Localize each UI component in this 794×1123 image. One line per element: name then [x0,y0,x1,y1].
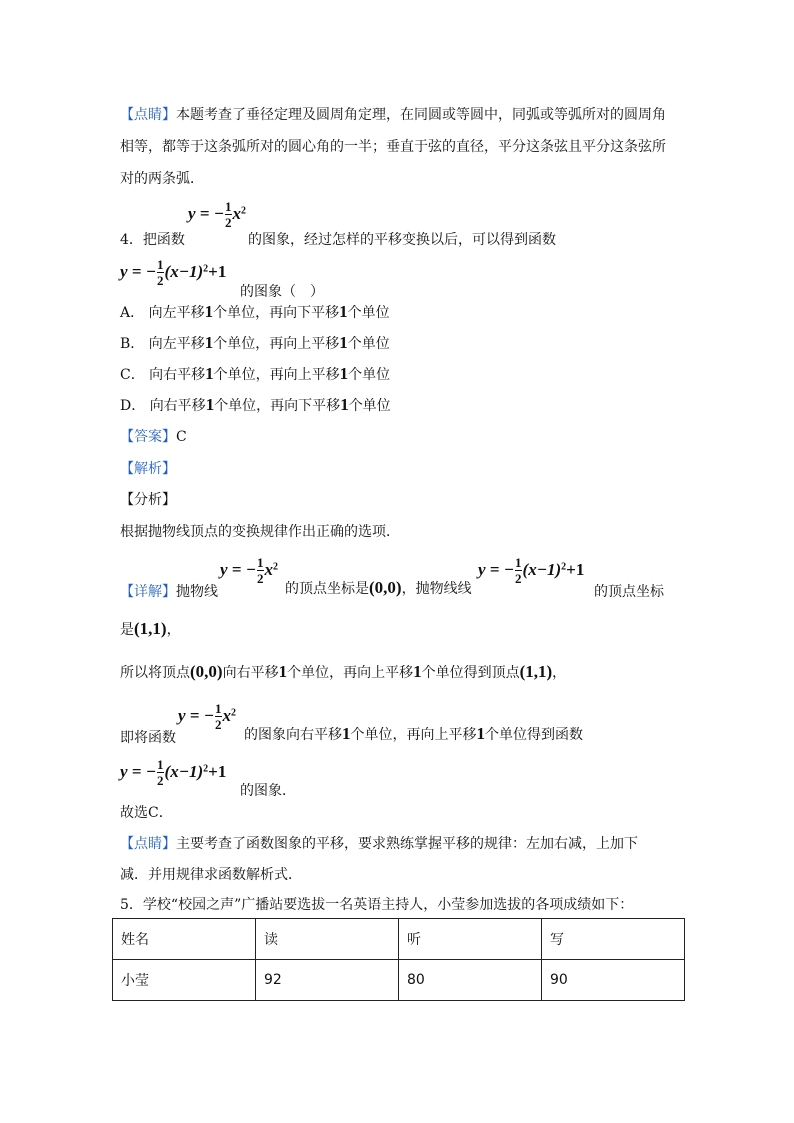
comment-line-1: 【点睛】本题考查了垂径定理及圆周角定理，在同圆或等圆中，同弧或等弧所对的圆周角 [120,107,666,123]
option-d: D． 向右平移1个单位，再向下平移1个单位 [120,395,391,414]
q4-tail: 的图象（ ） [240,284,324,300]
formula-target: y = − $\frac{1}{2}$ $(x-1)^2+1$ [120,257,227,288]
table-header-cell: 姓名 [113,919,256,960]
detail-line-2: 是(1,1)， [120,619,181,638]
score-table [112,918,685,1001]
fenxi-tag: 【分析】 [120,492,176,508]
table-header-row [113,919,685,960]
table-header-cell: 写 [542,919,685,960]
detail-line-1b: 的顶点坐标是(0,0)，抛物线线 [285,578,472,597]
dianjing-line-2: 减．并用规律求函数解析式． [120,867,302,883]
q4-suffix: 的图象，经过怎样的平移变换以后，可以得到函数 [248,232,556,248]
table-cell: 92 [256,960,399,1001]
detail-line-5: 的图象． [240,783,296,799]
dianjing-line-1: 【点睛】主要考查了函数图象的平移，要求熟练掌握平移的规律：左加右减，上加下 [120,836,638,852]
answer-line: 【答案】C [120,429,187,445]
detail-line-3: 所以将顶点(0,0)向右平移1个单位，再向上平移1个单位得到顶点(1,1)， [120,662,567,681]
table-cell: 90 [542,960,685,1001]
q4-prefix: 4．把函数 [120,232,185,248]
formula-target-3: y = − $\frac{1}{2}$ $(x-1)^2+1$ [120,757,227,788]
fenxi-text: 根据抛物线顶点的变换规律作出正确的选项． [120,524,400,540]
table-header-cell: 听 [399,919,542,960]
table-header-cell: 读 [256,919,399,960]
comment-line-2: 相等，都等于这条弧所对的圆心角的一半；垂直于弦的直径，平分这条弦且平分这条弦所 [120,139,666,155]
table-cell: 80 [399,960,542,1001]
analysis-tag: 【解析】 [120,461,176,477]
formula-base-3: y = − $\frac{1}{2}$ $x^2$ [178,701,237,732]
detail-line-1a: 【详解】抛物线 [120,584,218,600]
detail-line-4b: 的图象向右平移1个单位，再向上平移1个单位得到函数 [244,724,583,743]
comment-line-3: 对的两条弧． [120,171,204,187]
q5-text: 5．学校“校园之声”广播站要选拔一名英语主持人，小莹参加选拔的各项成绩如下： [120,897,634,913]
option-a: A． 向左平移1个单位，再向下平移1个单位 [120,302,390,321]
table-row [113,960,685,1001]
option-b: B． 向左平移1个单位，再向上平移1个单位 [120,333,390,352]
detail-line-4a: 即将函数 [120,730,176,746]
conclusion: 故选C． [120,805,173,821]
table-cell: 小莹 [113,960,256,1001]
formula-base: y = − $\frac{1}{2}$ $x^2$ [188,199,247,230]
formula-base-2: y = − $\frac{1}{2}$ $x^2$ [220,555,279,586]
detail-line-1c: 的顶点坐标 [594,584,664,600]
formula-target-2: y = − $\frac{1}{2}$ $(x-1)^2+1$ [478,555,585,586]
comment-tag: 【点睛】 [120,107,176,123]
option-c: C． 向右平移1个单位，再向上平移1个单位 [120,364,391,383]
